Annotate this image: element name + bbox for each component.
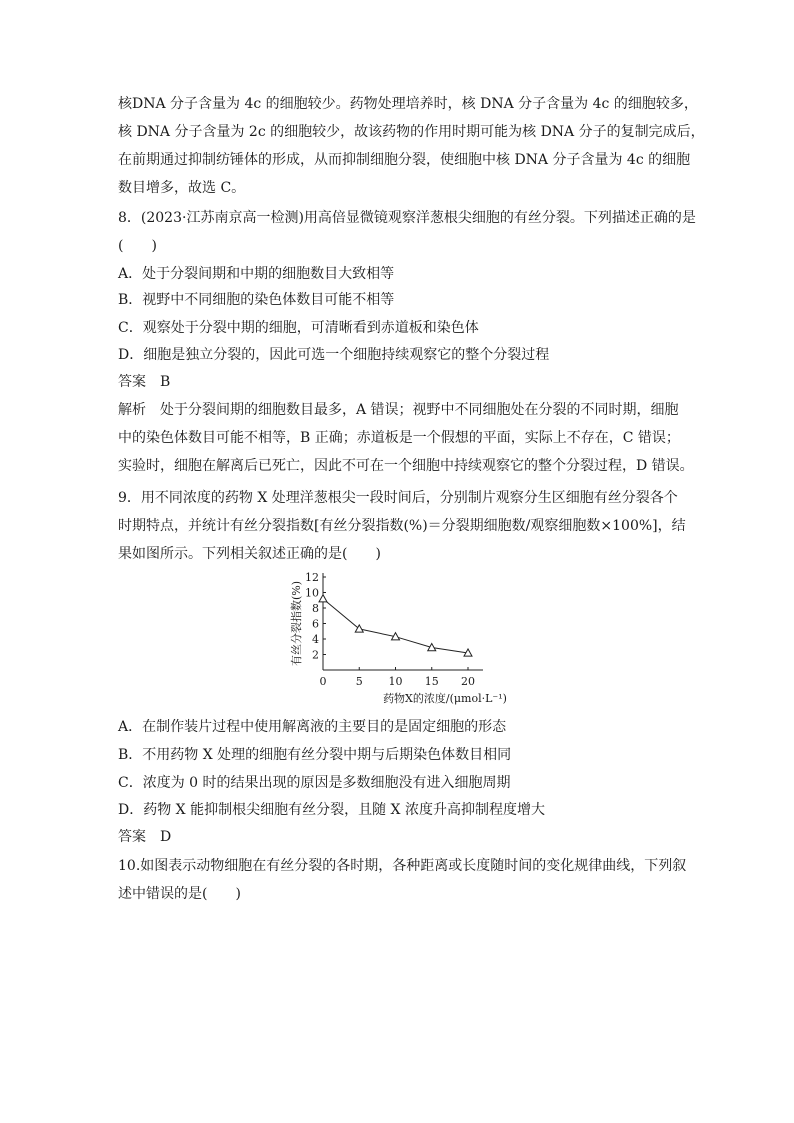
question-stem: 时期特点，并统计有丝分裂指数[有丝分裂指数(%)＝分裂期细胞数/观察细胞数×100%]，结 bbox=[118, 518, 686, 534]
analysis-line: 解析 处于分裂间期的细胞数目最多，A 错误；视野中不同细胞处在分裂的不同时期，细胞 bbox=[118, 402, 679, 418]
text-line: 核DNA 分子含量为 4c 的细胞较少。药物处理培养时，核 DNA 分子含量为 4c 的细胞较多， bbox=[118, 96, 698, 112]
option-b: B．视野中不同细胞的染色体数目可能不相等 bbox=[118, 292, 395, 308]
y-tick-label: 2 bbox=[312, 648, 319, 662]
option-c: C．浓度为 0 时的结果出现的原因是多数细胞没有进入细胞周期 bbox=[118, 775, 511, 791]
y-tick-label: 10 bbox=[305, 586, 319, 600]
option-a: A．处于分裂间期和中期的细胞数目大致相等 bbox=[118, 266, 395, 282]
x-tick-label: 15 bbox=[424, 675, 439, 688]
option-d: D．药物 X 能抑制根尖细胞有丝分裂，且随 X 浓度升高抑制程度增大 bbox=[118, 802, 545, 818]
y-tick-label: 8 bbox=[312, 602, 319, 615]
question-stem: 述中错误的是( ) bbox=[118, 886, 241, 902]
option-c: C．观察处于分裂中期的细胞，可清晰看到赤道板和染色体 bbox=[118, 320, 479, 336]
x-tick-label: 10 bbox=[388, 675, 403, 688]
y-tick-label: 12 bbox=[305, 571, 319, 584]
series-line bbox=[323, 599, 468, 653]
option-b: B．不用药物 X 处理的细胞有丝分裂中期与后期染色体数目相同 bbox=[118, 747, 512, 763]
text-line: 在前期通过抑制纺锤体的形成，从而抑制细胞分裂，使细胞中核 DNA 分子含量为 4c 的细胞 bbox=[118, 152, 691, 168]
text-line: 数目增多，故选 C。 bbox=[118, 180, 246, 196]
chart-svg bbox=[280, 572, 520, 712]
text-line: 核 DNA 分子含量为 2c 的细胞较少，故该药物的作用时期可能为核 DNA 分子的复制完成后， bbox=[118, 124, 705, 140]
x-tick-label: 0 bbox=[319, 675, 327, 688]
analysis-line: 中的染色体数目可能不相等，B 正确；赤道板是一个假想的平面，实际上不存在，C 错误； bbox=[118, 430, 680, 446]
analysis-line: 实验时，细胞在解离后已死亡，因此不可在一个细胞中持续观察它的整个分裂过程，D 错误。 bbox=[118, 458, 694, 474]
question-stem: ( ) bbox=[118, 238, 157, 254]
question-stem: 8．(2023·江苏南京高一检测)用高倍显微镜观察洋葱根尖细胞的有丝分裂。下列描述正确的是 bbox=[118, 210, 696, 226]
question-stem: 10.如图表示动物细胞在有丝分裂的各时期，各种距离或长度随时间的变化规律曲线，下列叙 bbox=[118, 858, 687, 874]
answer: 答案 B bbox=[118, 374, 171, 390]
option-d: D．细胞是独立分裂的，因此可选一个细胞持续观察它的整个分裂过程 bbox=[118, 347, 550, 363]
option-a: A．在制作装片过程中使用解离液的主要目的是固定细胞的形态 bbox=[118, 719, 507, 735]
mitotic-index-chart bbox=[280, 572, 520, 712]
x-tick-label: 20 bbox=[461, 675, 475, 688]
y-tick-label: 4 bbox=[312, 633, 319, 646]
y-axis-label: 有丝分裂指数(%) bbox=[290, 580, 303, 667]
y-tick-label: 6 bbox=[312, 617, 319, 631]
question-stem: 9．用不同浓度的药物 X 处理洋葱根尖一段时间后，分别制片观察分生区细胞有丝分裂各个 bbox=[118, 490, 678, 506]
question-stem: 果如图所示。下列相关叙述正确的是( ) bbox=[118, 546, 381, 562]
x-tick-label: 5 bbox=[355, 675, 363, 688]
answer: 答案 D bbox=[118, 829, 172, 845]
data-point bbox=[319, 595, 327, 602]
x-axis-label: 药物X的浓度/(μmol·L⁻¹) bbox=[383, 692, 507, 705]
